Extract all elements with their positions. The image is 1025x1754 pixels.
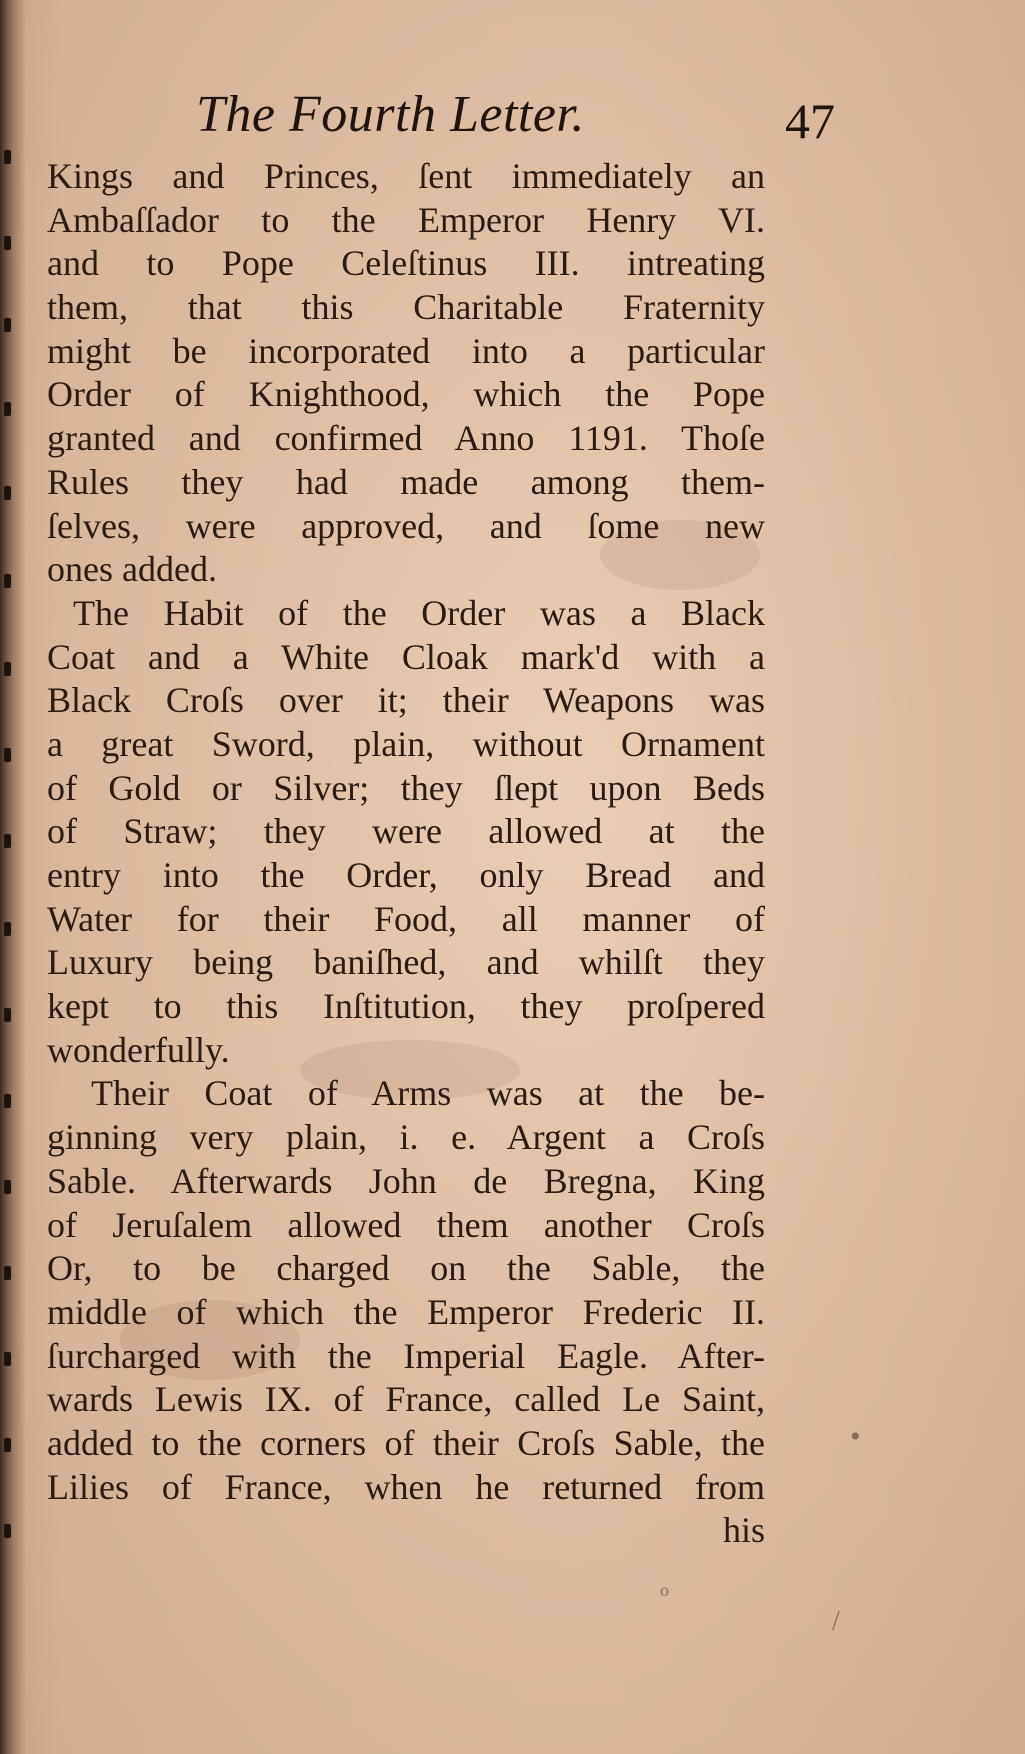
paragraph-first-line: Their Coat of Arms was at the be- <box>91 1073 765 1114</box>
page-binding-edge <box>0 0 26 1754</box>
body-text <box>47 155 765 1553</box>
text-line: middle of which the Emperor Frederic II. <box>47 1291 765 1332</box>
binding-stitch <box>4 236 11 250</box>
binding-stitch <box>4 150 11 164</box>
ink-speck: o <box>660 1580 669 1600</box>
binding-stitch <box>4 1266 11 1280</box>
text-line: kept to this Inſtitution, they proſpered <box>47 986 765 1027</box>
catchword: his <box>722 1510 765 1551</box>
binding-stitch <box>4 1008 11 1022</box>
page-number: 47 <box>785 93 835 149</box>
text-line: of Gold or Silver; they ſlept upon Beds <box>47 767 765 808</box>
text-line: wonderfully. <box>47 1029 230 1070</box>
binding-stitch <box>4 318 11 332</box>
paragraph-first-line: The Habit of the Order was a Black <box>73 592 765 633</box>
text-line: Lilies of France, when he returned from <box>47 1466 765 1507</box>
text-line: ginning very plain, i. e. Argent a Croſs <box>47 1117 765 1158</box>
binding-stitch <box>4 574 11 588</box>
binding-stitch <box>4 486 11 500</box>
page-header <box>0 80 1025 150</box>
text-line: a great Sword, plain, without Ornament <box>47 723 765 764</box>
text-line: Rules they had made among them- <box>47 461 765 502</box>
text-line: Ambaſſador to the Emperor Henry VI. <box>47 199 765 240</box>
running-title: The Fourth Letter. <box>196 86 585 143</box>
text-line: Black Croſs over it; their Weapons was <box>47 680 765 721</box>
binding-stitch <box>4 1180 11 1194</box>
binding-stitch <box>4 834 11 848</box>
binding-stitch <box>4 748 11 762</box>
text-line: ones added. <box>47 549 217 590</box>
text-line: might be incorporated into a particular <box>47 330 765 371</box>
binding-stitch <box>4 1352 11 1366</box>
ink-speck: / <box>832 1606 840 1637</box>
text-line: of Straw; they were allowed at the <box>47 811 765 852</box>
text-line: wards Lewis IX. of France, called Le Saint, <box>47 1379 765 1420</box>
text-line: Kings and Princes, ſent immediately an <box>47 156 765 196</box>
text-line: Luxury being baniſhed, and whilſt they <box>47 942 765 983</box>
text-line: Sable. Afterwards John de Bregna, King <box>47 1160 765 1201</box>
binding-stitch <box>4 1524 11 1538</box>
binding-stitch <box>4 1438 11 1452</box>
binding-stitch <box>4 662 11 676</box>
text-line: entry into the Order, only Bread and <box>47 855 765 895</box>
text-line: added to the corners of their Croſs Sable, the <box>47 1422 765 1463</box>
text-line: ſurcharged with the Imperial Eagle. After- <box>47 1335 765 1376</box>
text-line: Water for their Food, all manner of <box>47 898 765 939</box>
binding-stitch <box>4 402 11 416</box>
text-line: them, that this Charitable Fraternity <box>47 287 765 328</box>
binding-stitch <box>4 1094 11 1108</box>
text-line: and to Pope Celeſtinus III. intreating <box>47 243 765 284</box>
text-line: Order of Knighthood, which the Pope <box>47 374 765 415</box>
text-line: of Jeruſalem allowed them another Croſs <box>47 1204 765 1245</box>
text-line: Or, to be charged on the Sable, the <box>47 1248 765 1289</box>
ink-speck: • <box>850 1420 861 1453</box>
binding-stitch <box>4 922 11 936</box>
text-line: Coat and a White Cloak mark'd with a <box>47 636 765 677</box>
text-line: ſelves, were approved, and ſome new <box>47 505 765 546</box>
text-line: granted and confirmed Anno 1191. Thoſe <box>47 418 765 459</box>
